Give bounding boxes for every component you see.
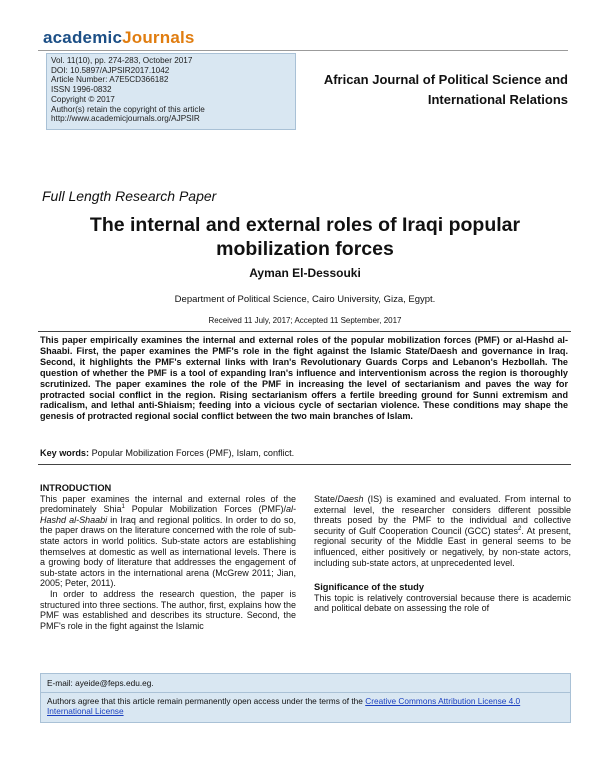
intro-paragraph-1	[40, 494, 296, 589]
corresponding-email[interactable]: E-mail: ayeide@feps.edu.eg.	[47, 678, 154, 688]
significance-paragraph: This topic is relatively controversial because there is academic and political debate on assessing the role of	[314, 592, 571, 614]
journal-title	[300, 70, 568, 110]
meta-copyright: Copyright © 2017	[51, 94, 115, 104]
keywords-label: Key words:	[40, 448, 90, 458]
footer-divider	[41, 692, 570, 693]
keywords	[40, 447, 568, 459]
intro-p1-text-a: This paper examines the internal and external roles of the predominately Shia	[40, 493, 296, 515]
meta-rights: Author(s) retain the copyright of this article	[51, 104, 205, 114]
meta-url[interactable]: http://www.academicjournals.org/AJPSIR	[51, 114, 200, 124]
title-line1: The internal and external roles of Iraqi popular	[89, 214, 521, 236]
header-divider	[38, 50, 568, 51]
author-name: Ayman El-Dessouki	[249, 266, 361, 280]
introduction-heading: INTRODUCTION	[40, 483, 112, 493]
paper-type: Full Length Research Paper	[42, 188, 217, 204]
meta-doi: DOI: 10.5897/AJPSIR2017.1042	[51, 65, 170, 75]
meta-issn: ISSN 1996-0832	[51, 85, 112, 95]
meta-article-number: Article Number: A7E5CD366182	[51, 75, 169, 85]
keywords-list: Popular Mobilization Forces (PMF), Islam, conflict.	[91, 448, 295, 458]
intro-p1-italic: al-Hashd al-Shaabi	[40, 504, 297, 525]
spacer	[314, 568, 571, 582]
article-metadata-box	[46, 53, 296, 130]
meta-volume: Vol. 11(10), pp. 274-283, October 2017	[51, 56, 193, 65]
right-column	[314, 494, 571, 614]
left-column	[40, 483, 296, 631]
abstract-top-rule	[38, 331, 571, 332]
footnote-ref-2[interactable]: 2	[518, 525, 522, 532]
right-paragraph-1	[314, 494, 571, 568]
intro-p1-text-b: Popular Mobilization Forces (PMF)/	[124, 504, 286, 515]
affiliation: Department of Political Science, Cairo University, Giza, Egypt.	[174, 294, 436, 305]
logo-journals: Journals	[122, 28, 195, 47]
received-dates: Received 11 July, 2017; Accepted 11 September, 2017	[208, 316, 402, 325]
license-text: Authors agree that this article remain permanently open access under the terms of the	[47, 696, 366, 706]
journal-title-line1: African Journal of Political Science and	[323, 72, 568, 87]
paper-title	[40, 213, 570, 261]
license-link[interactable]: Creative Commons Attribution License 4.0 International License	[47, 696, 521, 716]
logo-academic: academic	[43, 28, 123, 47]
right-p1-text-b: (IS) is examined and evaluated. From internal to external level, the researcher considers different possible threats posed by the PMF to the individual and collective security of Gulf Cooperation Council (GCC) states	[314, 494, 571, 536]
footer-box	[40, 673, 571, 723]
intro-p1-text-c: in Iraq and regional politics. In order to do so, the paper draws on the literature concerned with the role of sub-state actors in world politics. Sub-state actors are establishing themselves at domestic as well as international levels. There is a growing body of literature that addresses the engagement of sub-state actors in the international arena (McGrew 2011; Jian, 2005; Peter, 2011).	[40, 514, 296, 589]
abstract: This paper empirically examines the internal and external roles of the popular mobilization forces (PMF) or al-Hashd al-Shaabi. First, the paper examines the PMF's role in the fight against the Islamic State/Daesh and governance in Iraq. Second, it highlights the PMF's external links with Iran's Revolutionary Guards Corps and Lebanon's Hezbollah. The question of whether the PMF is a tool of expanding Iran's influence and interventionism across the region is thoroughly scrutinized. The paper examines the role of the PMF in increasing the level of sectarianism and paves the way for protracted social conflict in the region. Rising sectarianism offers a fertile breeding ground for Sunni extremism and radicalism, and lethal anti-Shiaism; feeding into a vicious cycle of sectarian violence. These conditions may shape the genesis of protracted regional social conflict between the two main branches of Islam.	[40, 335, 568, 422]
footnote-ref-1[interactable]: 1	[121, 504, 125, 511]
journal-logo	[43, 28, 195, 48]
intro-paragraph-2: In order to address the research question, the paper is structured into three sections. The author, first, explains how the PMF was established and describes its structure. Second, the PMF's role in the fight against the Islamic	[40, 588, 296, 631]
right-p1-text-a: State/	[314, 494, 338, 504]
right-p1-text-c: . At present, regional security of the Middle East in general seems to be influenced, either positively or negatively, by non-state actors, including sub-state actors, at unprecedented level.	[314, 525, 572, 568]
title-line2: mobilization forces	[216, 238, 394, 260]
right-p1-italic: Daesh	[337, 494, 364, 504]
journal-title-line2: International Relations	[427, 92, 568, 107]
keywords-bottom-rule	[38, 464, 571, 465]
significance-heading: Significance of the study	[314, 582, 425, 593]
license-statement	[47, 696, 564, 716]
